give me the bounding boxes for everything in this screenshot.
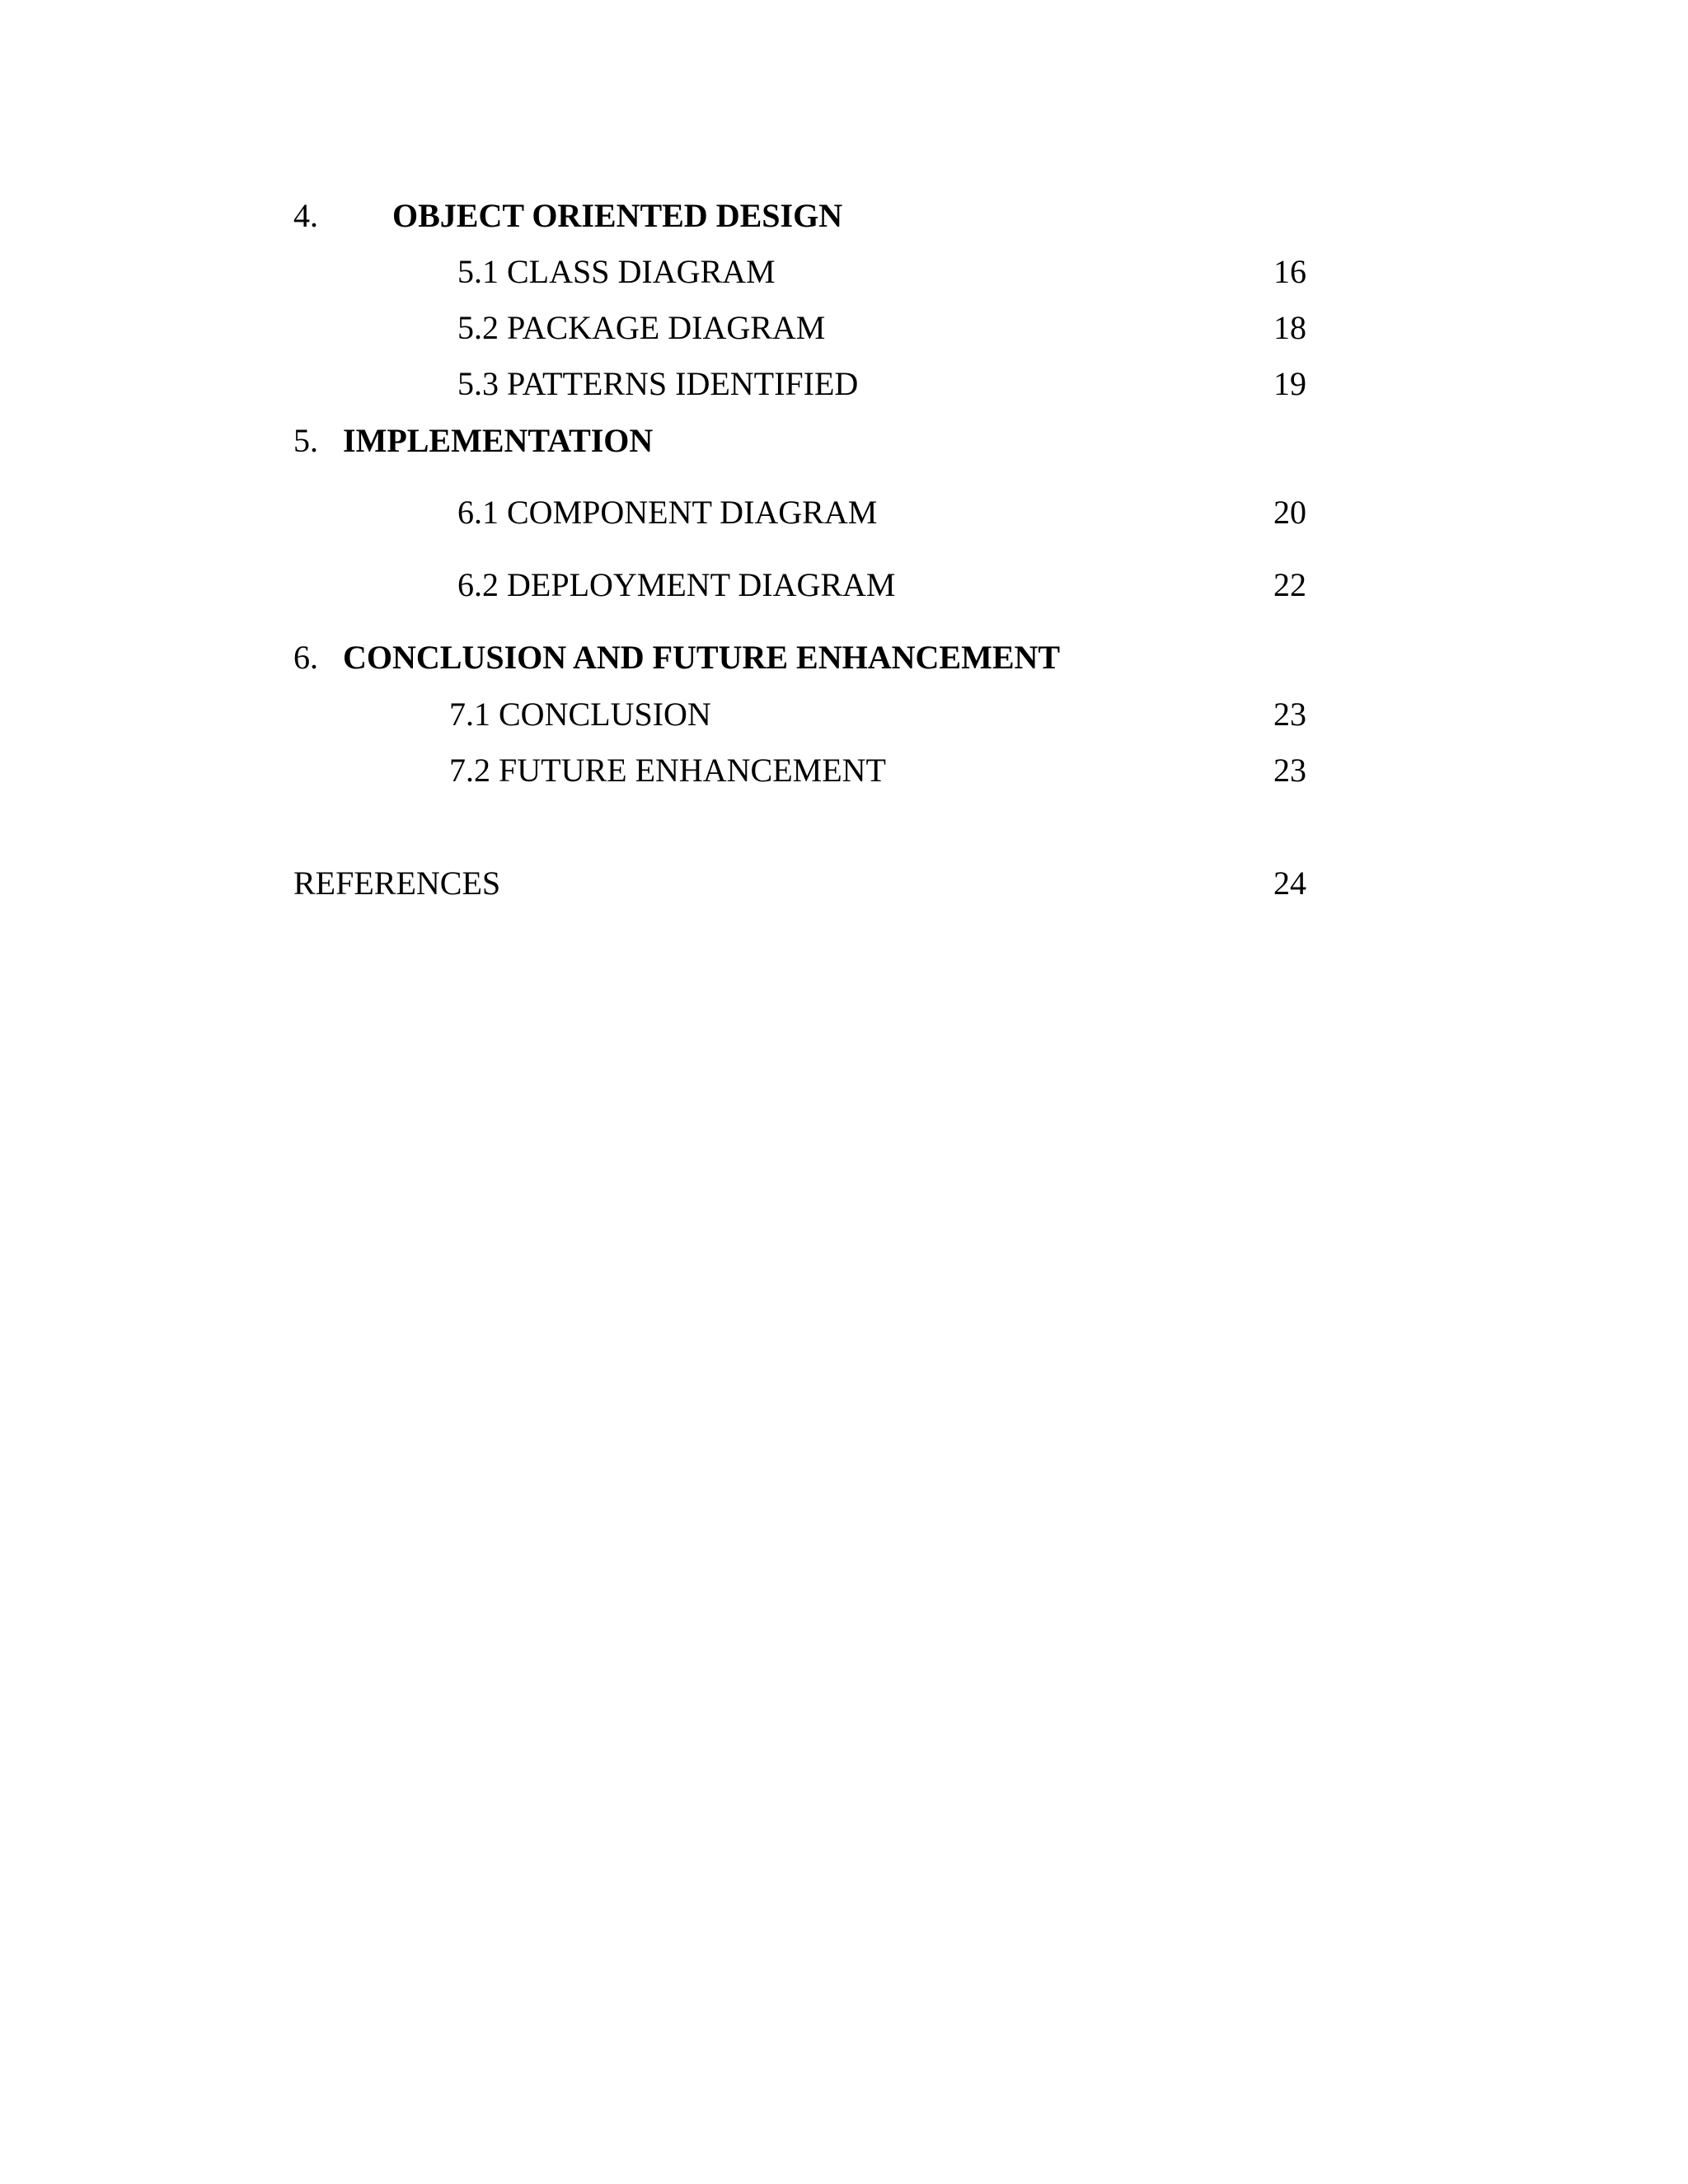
toc-item-page: 20 (1273, 494, 1306, 531)
toc-item-page: 19 (1273, 365, 1306, 402)
toc-item-page: 22 (1273, 566, 1306, 603)
section-title: IMPLEMENTATION (343, 422, 654, 459)
toc-item-label: 6.1 COMPONENT DIAGRAM (457, 494, 878, 531)
toc-item-label: 7.1 CONCLUSION (449, 696, 711, 733)
section-number: 6. (293, 639, 318, 676)
toc-item-page: 16 (1273, 253, 1306, 290)
toc-item-page: 23 (1273, 696, 1306, 733)
toc-item-page: 18 (1273, 309, 1306, 346)
toc-item-page: 23 (1273, 752, 1306, 789)
toc-item-label: 5.2 PACKAGE DIAGRAM (457, 309, 826, 346)
section-title: CONCLUSION AND FUTURE ENHANCEMENT (343, 639, 1061, 676)
toc-item-label: 5.1 CLASS DIAGRAM (457, 253, 776, 290)
toc-item-label: 5.3 PATTERNS IDENTIFIED (457, 365, 859, 402)
section-title: OBJECT ORIENTED DESIGN (392, 197, 843, 234)
references-label: REFERENCES (293, 865, 501, 902)
toc-item-label: 6.2 DEPLOYMENT DIAGRAM (457, 566, 896, 603)
section-number: 4. (293, 197, 318, 234)
section-number: 5. (293, 422, 318, 459)
toc-item-label: 7.2 FUTURE ENHANCEMENT (449, 752, 886, 789)
references-page: 24 (1273, 865, 1306, 902)
